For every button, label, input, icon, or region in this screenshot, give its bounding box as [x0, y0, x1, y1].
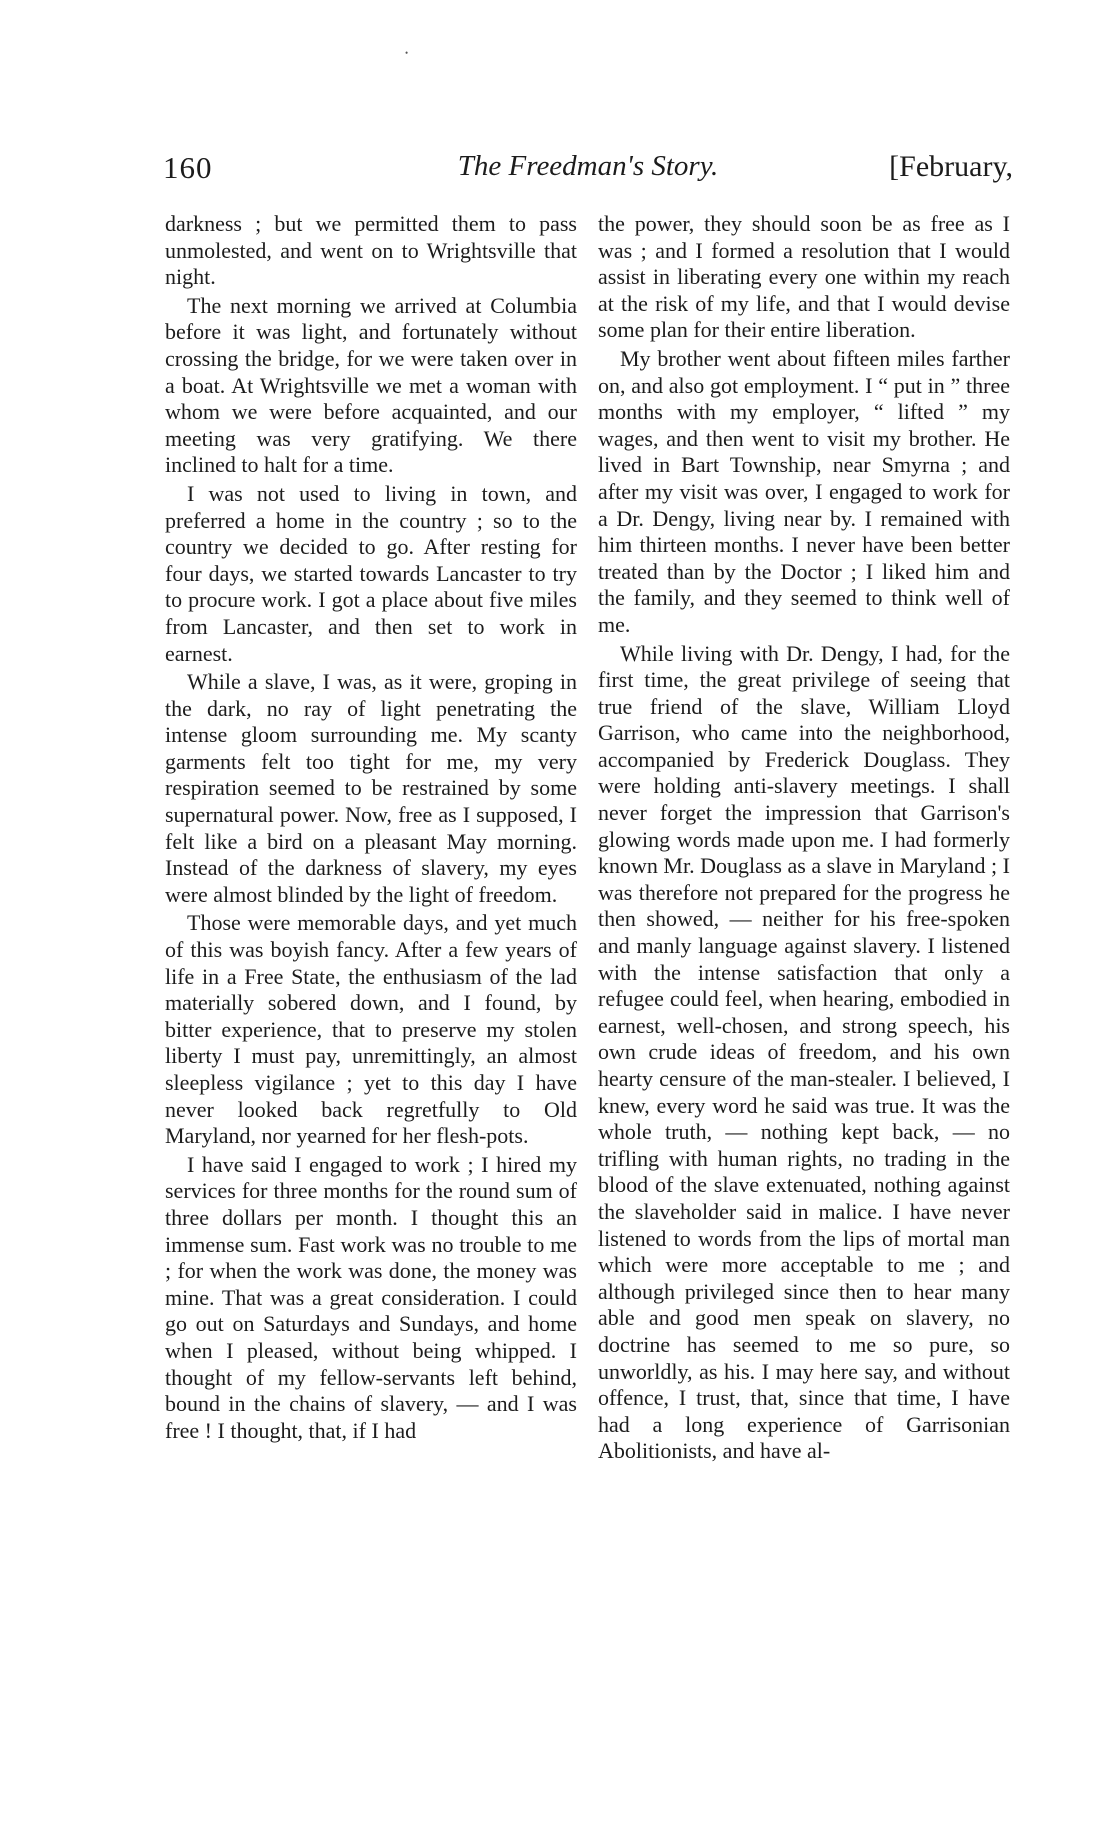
- right-column: [598, 211, 1010, 1465]
- paragraph: The next morning we arrived at Columbia before it was light, and fortunately without crossing the bridge, for we were taken over in a boat. At Wrightsville we met a woman with whom we were before acquainted, and our meeting was very gratifying. We there inclined to halt for a time.: [165, 292, 577, 478]
- page-number: 160: [163, 150, 213, 185]
- paragraph: I have said I engaged to work ; I hired my services for three months for the round sum of three dollars per month. I thought this an immense sum. Fast work was no trouble to me ; for when the work was done, the money was mine. That was a great consideration. I could go out on Saturdays and Sundays, and home when I pleased, without being whipped. I thought of my fellow-servants left behind, bound in the chains of slavery, — and I was free ! I thought, that, if I had: [165, 1151, 577, 1443]
- left-column: [165, 211, 577, 1444]
- paragraph: the power, they should soon be as free as I was ; and I formed a resolution that I would assist in liberating every one within my reach at the risk of my life, and that I would devise some plan for their entire liberation.: [598, 211, 1010, 343]
- paragraph: darkness ; but we permitted them to pass unmolested, and went on to Wrightsville that night.: [165, 211, 577, 290]
- paragraph: While a slave, I was, as it were, groping in the dark, no ray of light penetrating the intense gloom surrounding me. My scanty garments felt too tight for me, my very respiration seemed to be restrained by some supernatural power. Now, free as I supposed, I felt like a bird on a pleasant May morning. Instead of the darkness of slavery, my eyes were almost blinded by the light of freedom.: [165, 669, 577, 907]
- paragraph: Those were memorable days, and yet much of this was boyish fancy. After a few years of life in a Free State, the enthusiasm of the lad materially sobered down, and I found, by bitter experience, that to preserve my stolen liberty I must pay, unremittingly, an almost sleepless vigilance ; yet to this day I have never looked back regretfully to Old Maryland, nor yearned for her flesh-pots.: [165, 910, 577, 1149]
- running-date: [February,: [889, 150, 1013, 183]
- running-title: The Freedman's Story.: [457, 150, 719, 182]
- running-head: [163, 150, 1013, 194]
- print-speck: •: [405, 48, 409, 58]
- paragraph: My brother went about fifteen miles farther on, and also got employment. I “ put in ” three months with my employer, “ lifted ” my wages, and then went to visit my brother. He lived in Bart Township, near Smyrna ; and after my visit was over, I engaged to work for a Dr. Dengy, living near by. I remained with him thirteen months. I never have been better treated than by the Doctor ; I liked him and the family, and they seemed to think well of me.: [598, 345, 1010, 637]
- paragraph: I was not used to living in town, and preferred a home in the country ; so to the country we decided to go. After resting for four days, we started towards Lancaster to try to procure work. I got a place about five miles from Lancaster, and then set to work in earnest.: [165, 480, 577, 666]
- paragraph: While living with Dr. Dengy, I had, for the first time, the great privilege of seeing that true friend of the slave, William Lloyd Garrison, who came into the neighborhood, accompanied by Frederick Douglass. They were holding anti-slavery meetings. I shall never forget the impression that Garrison's glowing words made upon me. I had formerly known Mr. Douglass as a slave in Maryland ; I was therefore not prepared for the progress he then showed, — neither for his free-spoken and manly language against slavery. I listened with the intense satisfaction that only a refugee could feel, when hearing, embodied in earnest, well-chosen, and strong speech, his own crude ideas of freedom, and his own hearty censure of the man-stealer. I believed, I knew, every word he said was true. It was the whole truth, — nothing kept back, — no trifling with human rights, no trading in the blood of the slave extenuated, nothing against the slaveholder said in malice. I have never listened to words from the lips of mortal man which were more acceptable to me ; and although privileged since then to hear many able and good men speak on slavery, no doctrine has seemed to me so pure, so unworldly, as his. I may here say, and without offence, I trust, that, since that time, I have had a long experience of Garrisonian Abolitionists, and have al-: [598, 640, 1010, 1464]
